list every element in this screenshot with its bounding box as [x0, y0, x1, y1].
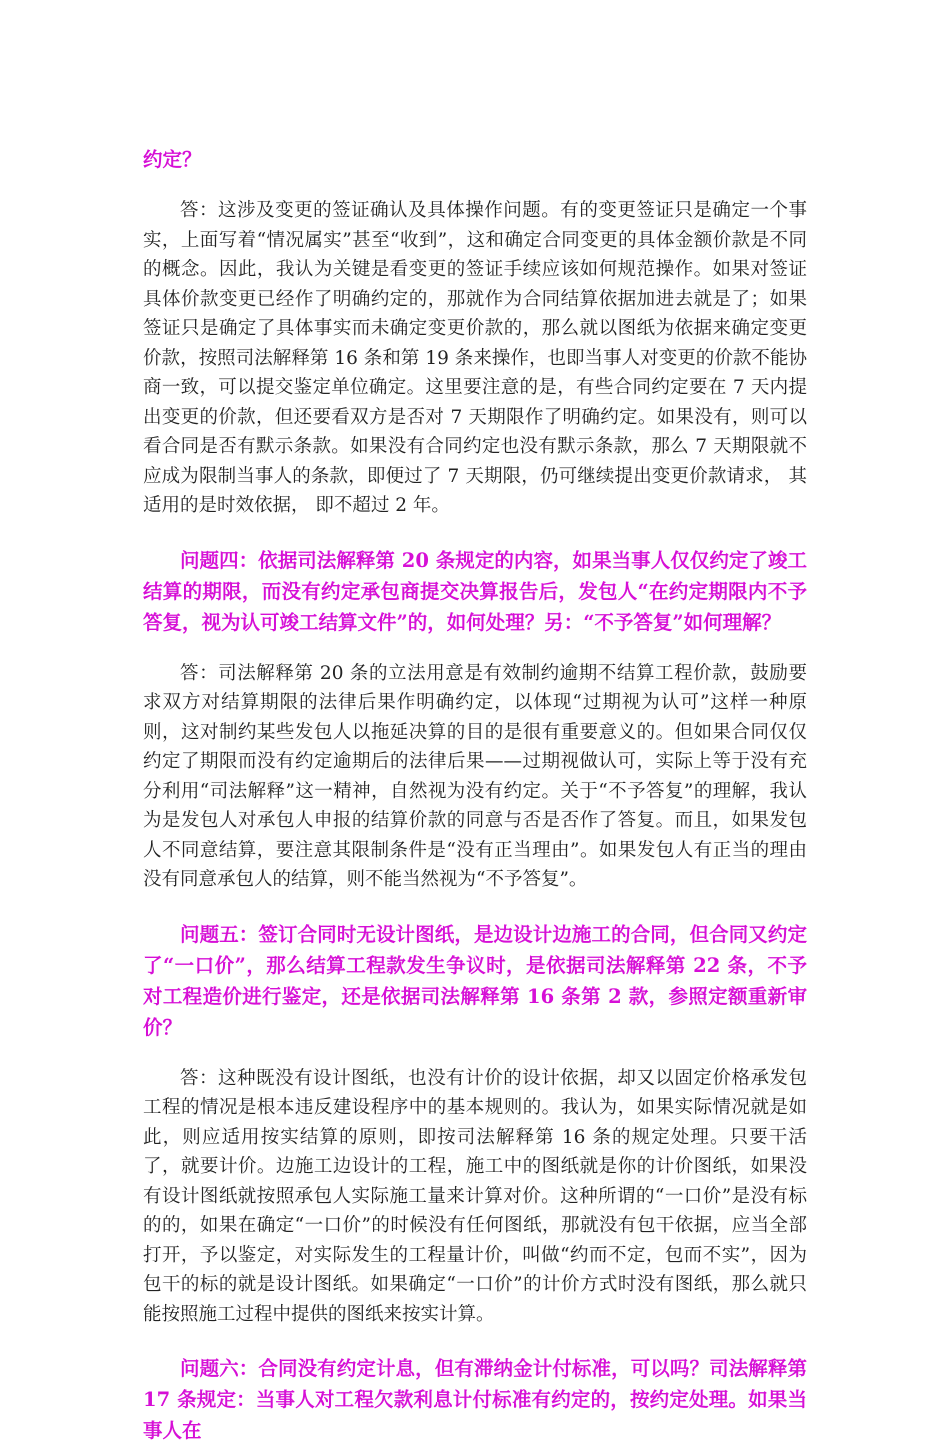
question-6: 问题六：合同没有约定计息，但有滞纳金计付标准，可以吗？司法解释第 17 条规定：当事人对工程欠款利息计付标准有约定的，按约定处理。如果当事人在 — [143, 1357, 807, 1442]
question-continuation: 约定？ — [143, 148, 202, 171]
document-page — [143, 144, 807, 1446]
answer-paragraph-5: 答：这种既没有设计图纸，也没有计价的设计依据，却又以固定价格承发包工程的情况是根本违反建设程序中的基本规则的。我认为，如果实际情况就是如此，则应适用按实结算的原则，即按司法解释第 16 条的规定处理。只要干活了，就要计价。边施工边设计的工程，施工中的图纸就是你的计价图纸，如果没有设计图纸就按照承包人实际施工量来计算对价。这种所谓的“一口价”是没有标的的，如果在确定“一口价”的时候没有任何图纸，那就没有包干依据，应当全部打开，予以鉴定，对实际发生的工程量计价，叫做“约而不定，包而不实”，因为包干的标的就是设计图纸。如果确定“一口价”的计价方式时没有图纸，那么就只能按照施工过程中提供的图纸来按实计算。 — [143, 1067, 807, 1325]
answer-paragraph-4: 答：司法解释第 20 条的立法用意是有效制约逾期不结算工程价款，鼓励要求双方对结算期限的法律后果作明确约定，以体现“过期视为认可”这样一种原则，这对制约某些发包人以拖延决算的目的是很有重要意义的。但如果合同仅仅约定了期限而没有约定逾期后的法律后果——过期视做认可，实际上等于没有充分利用“司法解释”这一精神，自然视为没有约定。关于“不予答复”的理解，我认为是发包人对承包人申报的结算价款的同意与否是否作了答复。而且，如果发包人不同意结算，要注意其限制条件是“没有正当理由”。如果发包人有正当的理由没有同意承包人的结算，则不能当然视为“不予答复”。 — [143, 662, 807, 890]
question-5: 问题五：签订合同时无设计图纸，是边设计边施工的合同，但合同又约定了“一口价”，那么结算工程款发生争议时，是依据司法解释第 22 条，不予对工程造价进行鉴定，还是依据司法解释第 16 条第 2 款，参照定额重新审价？ — [143, 922, 807, 1039]
answer-paragraph-3: 答：这涉及变更的签证确认及具体操作问题。有的变更签证只是确定一个事实，上面写着“情况属实”甚至“收到”，这和确定合同变更的具体金额价款是不同的概念。因此，我认为关键是看变更的签证手续应该如何规范操作。如果对签证具体价款变更已经作了明确约定的，那就作为合同结算依据加进去就是了；如果签证只是确定了具体事实而未确定变更价款的，那么就以图纸为依据来确定变更价款，按照司法解释第 16 条和第 19 条来操作，也即当事人对变更的价款不能协商一致，可以提交鉴定单位确定。这里要注意的是，有些合同约定要在 7 天内提出变更的价款，但还要看双方是否对 7 天期限作了明确约定。如果没有，则可以看合同是否有默示条款。如果没有合同约定也没有默示条款，那么 7 天期限就不应成为限制当事人的条款，即便过了 7 天期限，仍可继续提出变更价款请求， 其适用的是时效依据， 即不超过 2 年。 — [143, 200, 807, 516]
question-4: 问题四：依据司法解释第 20 条规定的内容，如果当事人仅仅约定了竣工结算的期限，而没有约定承包商提交决算报告后，发包人“在约定期限内不予答复，视为认可竣工结算文件”的，如何处理？另：“不予答复”如何理解？ — [143, 548, 807, 634]
